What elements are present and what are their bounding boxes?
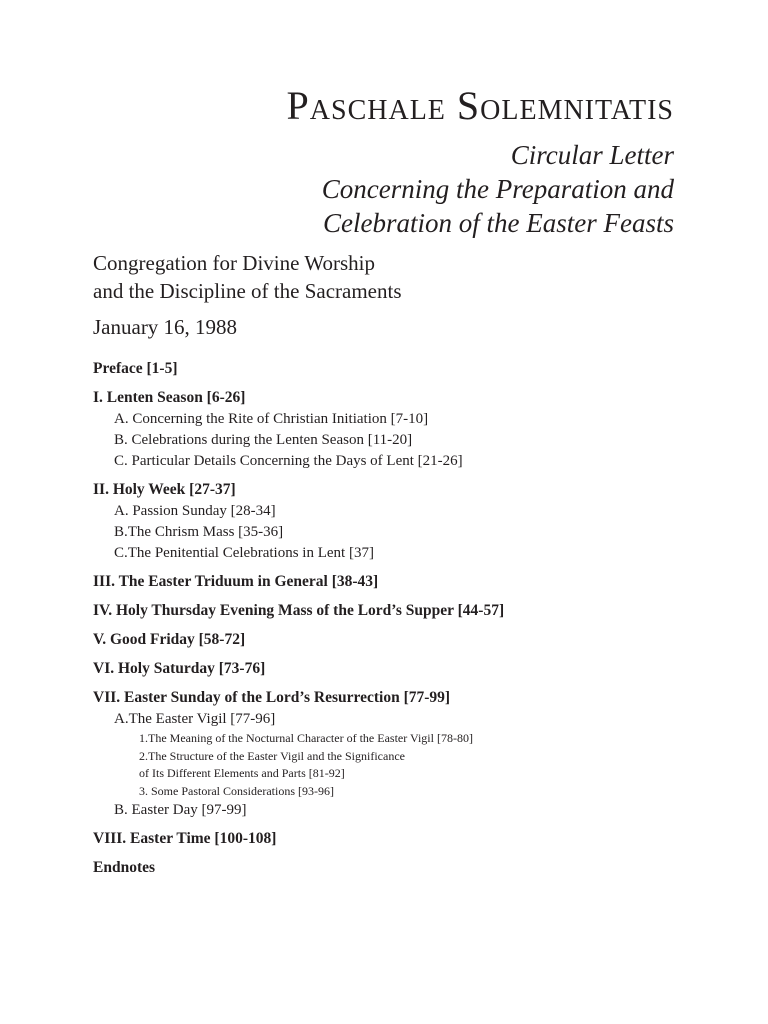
document-title: Paschale Solemnitatis — [286, 83, 674, 128]
document-date: January 16, 1988 — [93, 315, 238, 339]
toc-heading-7: VII. Easter Sunday of the Lord’s Resurrection [77-99] — [93, 689, 451, 706]
toc-item-7a1: 1.The Meaning of the Nocturnal Character of the Easter Vigil [78-80] — [139, 731, 473, 745]
issuer-line-1: Congregation for Divine Worship — [93, 251, 375, 275]
toc-item-2c: C.The Penitential Celebrations in Lent [37] — [114, 545, 374, 561]
toc-item-7a2-line-2: of Its Different Elements and Parts [81-92] — [139, 766, 345, 780]
toc-section-6 — [93, 658, 713, 680]
toc-item-2b: B.The Chrism Mass [35-36] — [114, 524, 284, 540]
issuer — [93, 249, 402, 305]
title-block — [287, 78, 674, 240]
toc-heading-endnotes: Endnotes — [93, 859, 156, 876]
toc-section-5 — [93, 629, 713, 651]
subtitle-line-2: Concerning the Preparation and — [321, 174, 674, 204]
toc-section-4 — [93, 600, 713, 622]
toc-heading-4: IV. Holy Thursday Evening Mass of the Lord’s Supper [44-57] — [93, 602, 505, 619]
toc-item-7b: B. Easter Day [97-99] — [114, 802, 247, 818]
toc-section-2 — [93, 479, 713, 564]
toc-item-2a: A. Passion Sunday [28-34] — [114, 503, 276, 519]
toc-section-7 — [93, 687, 713, 821]
toc-heading-3: III. The Easter Triduum in General [38-43] — [93, 573, 379, 590]
toc-section-8 — [93, 828, 713, 850]
toc-item-1b: B. Celebrations during the Lenten Season [11-20] — [114, 432, 413, 448]
toc-heading-5: V. Good Friday [58-72] — [93, 631, 246, 648]
table-of-contents — [93, 358, 713, 886]
toc-item-7a2-line-1: 2.The Structure of the Easter Vigil and the Significance — [139, 748, 405, 763]
issuer-line-2: and the Discipline of the Sacraments — [93, 279, 402, 303]
toc-section-endnotes — [93, 857, 713, 879]
toc-heading-2: II. Holy Week [27-37] — [93, 481, 236, 498]
toc-item-1c: C. Particular Details Concerning the Days of Lent [21-26] — [114, 453, 463, 469]
toc-item-1a: A. Concerning the Rite of Christian Initiation [7-10] — [114, 411, 429, 427]
toc-item-7a3: 3. Some Pastoral Considerations [93-96] — [139, 783, 334, 798]
subtitle-line-1: Circular Letter — [510, 140, 674, 170]
subtitle-line-3: Celebration of the Easter Feasts — [323, 208, 674, 238]
toc-heading-8: VIII. Easter Time [100-108] — [93, 830, 277, 847]
toc-heading-preface: Preface [1-5] — [93, 360, 178, 377]
toc-heading-6: VI. Holy Saturday [73-76] — [93, 660, 266, 677]
toc-heading-1: I. Lenten Season [6-26] — [93, 389, 246, 406]
toc-section-1 — [93, 387, 713, 472]
toc-section-3 — [93, 571, 713, 593]
toc-section-preface — [93, 358, 713, 380]
toc-item-7a: A.The Easter Vigil [77-96] — [114, 711, 276, 727]
